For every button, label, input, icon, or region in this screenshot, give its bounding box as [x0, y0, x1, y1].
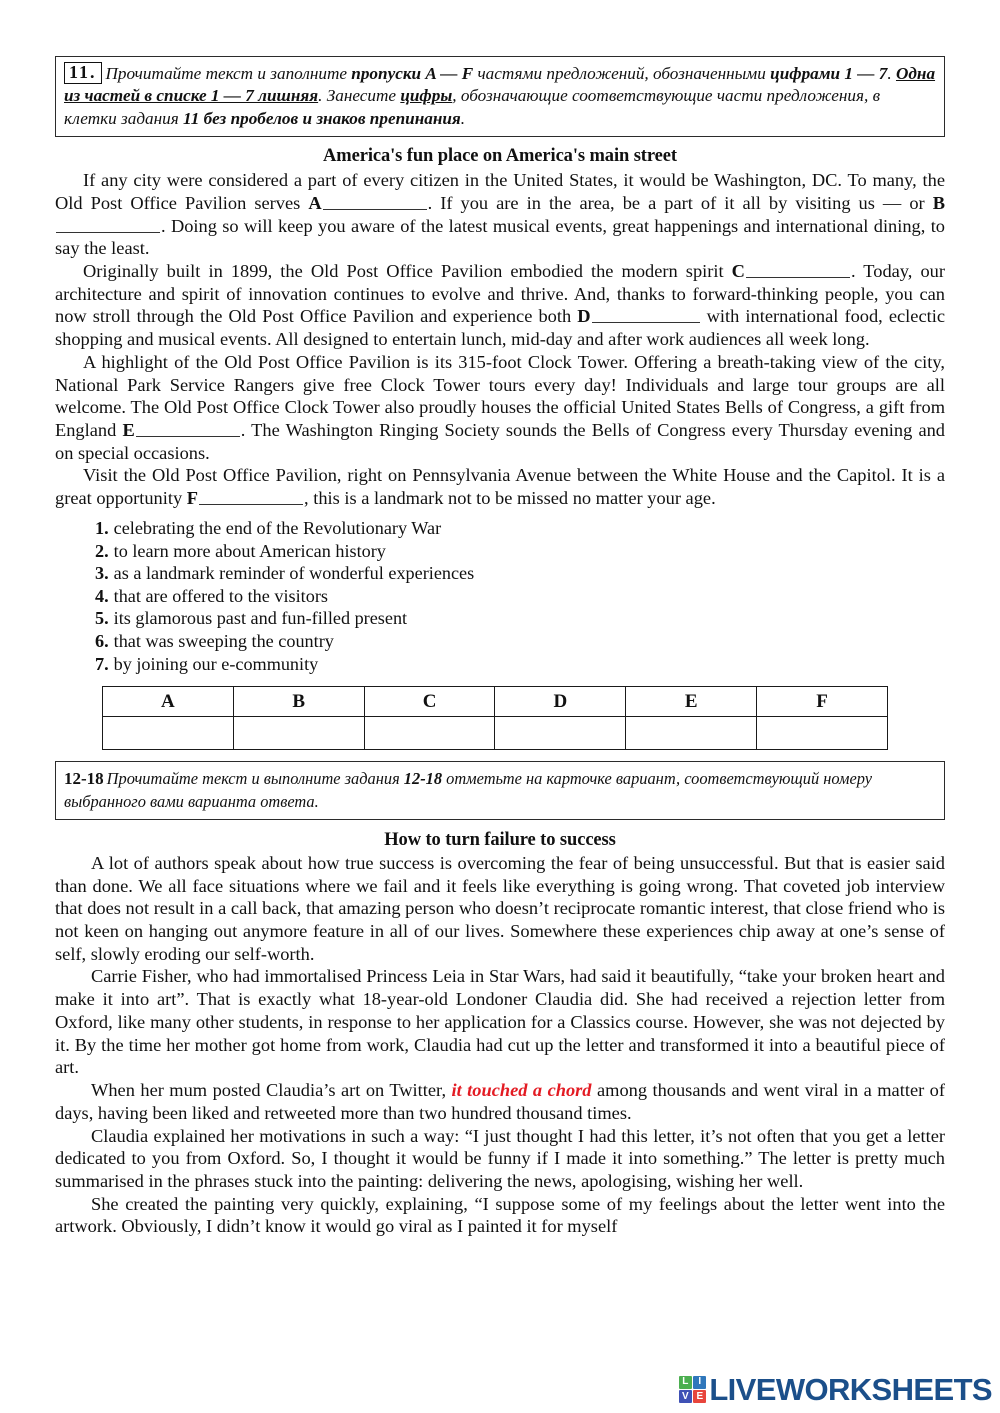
task-11-instruction-run-3: цифрами 1 — 7 — [770, 64, 888, 83]
sentence-part-text: that are offered to the visitors — [113, 585, 328, 606]
answer-cell-a[interactable] — [103, 717, 234, 750]
task-11-instruction-box — [55, 56, 945, 137]
gap-letter-e: E — [122, 419, 135, 440]
gap-blank-b[interactable] — [56, 217, 160, 232]
task-11-instruction-run-5: Одна из частей в списке 1 — 7 лишняя — [64, 64, 936, 106]
task-11-instruction-run-1: пропуски A — F — [351, 64, 474, 83]
gap-blank-f[interactable] — [199, 490, 303, 505]
gap-blank-e[interactable] — [136, 422, 240, 437]
gap-letter-b: B — [932, 192, 945, 213]
p1-text-c: . Doing so will keep you aware of the latest musical events, great happenings and international dining, to say the least. — [55, 215, 945, 259]
answer-table-header-a: A — [103, 687, 234, 717]
article-1-paragraph-1 — [55, 169, 945, 260]
article-1-paragraph-4 — [55, 464, 945, 509]
task-11-instruction-run-10: . — [460, 108, 466, 128]
sentence-parts-list — [55, 517, 945, 676]
answer-table-answers-row — [103, 717, 888, 750]
task-11-instruction-run-6: . Занесите — [318, 86, 401, 106]
gap-letter-f: F — [186, 488, 199, 509]
task-11-instruction-run-0: Прочитайте текст и заполните — [105, 64, 352, 83]
liveworksheets-logo[interactable] — [679, 1374, 992, 1405]
sentence-part-text: celebrating the end of the Revolutionary War — [113, 517, 442, 538]
logo-tile-e: E — [693, 1390, 706, 1403]
task-11-instruction-run-2: частями предложений, обозначенными — [473, 64, 771, 83]
p2-text-b: . Today, our architecture and spirit of innovation continues to evolve and thrive. And, thanks to forward-thinking people, you can now stroll through the Old Post Office Pavilion and experience both — [55, 260, 945, 327]
answer-table-header-c: C — [364, 687, 495, 717]
p2-text-c: with international food, eclectic shopping and musical events. All designed to entertain lunch, mid-day and after work audiences all week long. — [55, 306, 945, 350]
sentence-part-number: 5. — [95, 608, 109, 629]
answer-cell-b[interactable] — [233, 717, 364, 750]
p4-text-b: , this is a landmark not to be missed no matter your age. — [304, 488, 716, 509]
article-2-paragraph-1: A lot of authors speak about how true success is overcoming the fear of being unsuccessful. But that is easier said than done. We all face situations where we fail and it feels like everything is going wrong. That coveted job interview that does not result in a call back, that amazing person who doesn’t reciprocate romantic interest, that close friend who is not keen on hanging out anymore feature in all of our lives. Somewhere these experiences chip away at one’s sense of self, slowly eroding our self-worth. — [55, 852, 945, 964]
task-11-instruction-run-4: . — [887, 64, 896, 83]
gap-blank-c[interactable] — [746, 263, 850, 278]
article-2-title: How to turn failure to success — [384, 829, 616, 850]
highlighted-phrase: it touched a chord — [451, 1080, 592, 1101]
task-12-18-number: 12-18 — [64, 769, 104, 789]
task-11-instruction-run-8: , обозначающие соответствующие части предложения, в клетки задания — [64, 86, 881, 128]
sentence-part-item — [95, 653, 945, 676]
article-1-paragraph-2 — [55, 260, 945, 351]
p2-text-a: Originally built in 1899, the Old Post Office Pavilion embodied the modern spirit — [83, 260, 732, 281]
logo-tile-v: V — [679, 1390, 692, 1403]
sentence-part-number: 2. — [95, 540, 109, 561]
sentence-part-item — [95, 585, 945, 608]
answer-cell-d[interactable] — [495, 717, 626, 750]
p3-text-before-highlight: When her mum posted Claudia’s art on Twitter, — [91, 1080, 452, 1101]
logo-tile-i: I — [693, 1376, 706, 1389]
answer-cell-e[interactable] — [626, 717, 757, 750]
liveworksheets-wordmark: LIVEWORKSHEETS — [709, 1372, 992, 1407]
gap-letter-c: C — [731, 260, 745, 281]
sentence-part-item — [95, 630, 945, 653]
answer-cell-f[interactable] — [757, 717, 888, 750]
task-12-18-instruction-text — [64, 769, 872, 810]
sentence-part-text: its glamorous past and fun-filled present — [113, 608, 408, 629]
p3-text-b: . The Washington Ringing Society sounds the Bells of Congress every Thursday evening and on special occasions. — [55, 419, 946, 463]
sentence-part-number: 1. — [95, 517, 109, 538]
sentence-part-number: 4. — [95, 585, 109, 606]
sentence-part-text: by joining our e-community — [113, 653, 319, 674]
answer-table-wrapper — [55, 686, 945, 750]
answer-table-header-b: B — [233, 687, 364, 717]
article-2-paragraph-5: She created the painting very quickly, explaining, “I suppose some of my feelings about the letter went into the artwork. Obviously, I didn’t know it would go viral as I painted it for myself — [55, 1193, 945, 1237]
answer-table — [102, 686, 888, 750]
task-11-instruction-run-9: 11 без пробелов и знаков препинания — [183, 108, 461, 128]
sentence-part-number: 6. — [95, 631, 109, 652]
gap-letter-d: D — [577, 306, 591, 327]
p4-text-a: Visit the Old Post Office Pavilion, right on Pennsylvania Avenue between the White House and the Capitol. It is a great opportunity — [55, 465, 945, 509]
gap-blank-d[interactable] — [592, 308, 700, 323]
answer-cell-c[interactable] — [364, 717, 495, 750]
sentence-part-item — [95, 607, 945, 630]
sentence-part-number: 7. — [95, 653, 109, 674]
sentence-part-number: 3. — [95, 563, 109, 584]
sentence-part-text: that was sweeping the country — [113, 631, 334, 652]
task-11-instruction-run-7: цифры — [400, 86, 453, 106]
p1-text-b: . If you are in the area, be a part of it all by visiting us — or — [427, 192, 933, 213]
gap-blank-a[interactable] — [323, 195, 427, 210]
article-1-paragraph-3 — [55, 351, 945, 465]
task-11-instruction-text — [64, 64, 935, 128]
sentence-part-item — [95, 562, 945, 585]
sentence-part-text: to learn more about American history — [113, 540, 386, 561]
task-11-number: 11. — [64, 62, 102, 84]
answer-table-header-d: D — [495, 687, 626, 717]
logo-tile-l: L — [679, 1376, 692, 1389]
sentence-part-text: as a landmark reminder of wonderful experiences — [113, 563, 475, 584]
article-1-title: America's fun place on America's main street — [323, 146, 677, 167]
article-2-paragraph-3 — [55, 1079, 945, 1124]
article-2-paragraph-2: Carrie Fisher, who had immortalised Princess Leia in Star Wars, had said it beautifully, “take your broken heart and make it into art”. That is exactly what 18-year-old Londoner Claudia did. She had received a rejection letter from Oxford, like many other students, in response to her application for a Classics course. However, she was not dejected by it. By the time her mother got home from work, Claudia had cut up the letter and transformed it into a beautiful piece of art. — [55, 966, 945, 1078]
answer-table-header-row — [103, 687, 888, 717]
sentence-part-item — [95, 517, 945, 540]
task-12-18-instruction-run-1: 12-18 — [403, 769, 443, 789]
p3-text-a: A highlight of the Old Post Office Pavilion is its 315-foot Clock Tower. Offering a breath-taking view of the city, National Park Service Rangers give free Clock Tower tours every day! Individuals and large tour groups are all welcome. The Old Post Office Clock Tower also proudly houses the official United States Bells of Congress, a gift from England — [55, 351, 945, 440]
live-tiles-icon — [679, 1376, 707, 1404]
task-12-18-instruction-run-0: Прочитайте текст и выполните задания — [106, 769, 404, 789]
sentence-part-item — [95, 540, 945, 563]
p1-text-a: If any city were considered a part of every citizen in the United States, it would be Washington, DC. To many, the Old Post Office Pavilion serves — [55, 170, 945, 213]
article-2-paragraph-4: Claudia explained her motivations in such a way: “I just thought I had this letter, it’s not often that you get a letter dedicated to you from Oxford. So, I thought it would be funny if I made it into something.” The letter is pretty much summarised in the phrases stuck into the painting: delivering the news, apologising, wishing her well. — [55, 1125, 945, 1191]
answer-table-header-e: E — [626, 687, 757, 717]
gap-letter-a: A — [308, 192, 322, 213]
task-12-18-instruction-run-2: отметьте на карточке вариант, соответствующий номеру выбранного вами варианта ответа. — [64, 769, 872, 811]
task-12-18-instruction-box — [55, 761, 945, 819]
p3-text-after-highlight: among thousands and went viral in a matter of days, having been liked and retweeted more than two hundred thousand times. — [55, 1080, 946, 1123]
answer-table-header-f: F — [757, 687, 888, 717]
